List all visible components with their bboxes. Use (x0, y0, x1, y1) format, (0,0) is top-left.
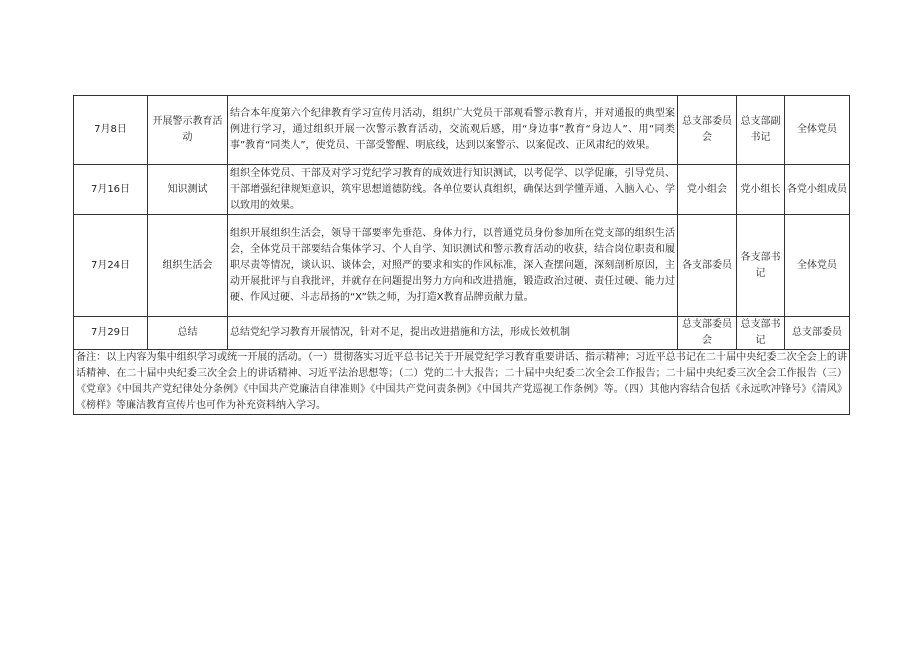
row-date: 7月16日 (74, 165, 148, 215)
row-organizer: 总支部委员会 (678, 96, 737, 165)
row-participants: 全体党员 (785, 215, 850, 317)
row-leader: 各支部书记 (737, 215, 785, 317)
row-description: 结合本年度第六个纪律教育学习宣传月活动，组织广大党员干部观看警示教育片，并对通报的典型案例进行学习，通过组织开展一次警示教育活动，交流观后感，用“身边事”教育“身边人”、用“同类事”教育“同类人”，使党员、干部受警醒、明底线，达到以案警示、以案促改、正风肃纪的效果。 (228, 96, 678, 165)
row-description: 组织开展组织生活会，领导干部要率先垂范、身体力行，以普通党员身份参加所在党支部的组织生活会，全体党员干部要结合集体学习、个人自学、知识测试和警示教育活动的收获，结合岗位职责和履职尽责等情况，谈认识、谈体会，对照严的要求和实的作风标准，深入查摆问题，深刻剖析原因，主动开展批评与自我批评，并就存在问题提出努力方向和改进措施，锻造政治过硬、责任过硬、能力过硬、作风过硬、斗志昂扬的“X”铁之师，为打造X教育品牌贡献力量。 (228, 215, 678, 317)
row-leader: 总支部书记 (737, 317, 785, 350)
row-description: 组织全体党员、干部及对学习党纪学习教育的成效进行知识测试，以考促学、以学促廉，引导党员、干部增强纪律规矩意识，筑牢思想道德防线。各单位要认真组织，确保达到学懂弄通、入脑入心、学以致用的效果。 (228, 165, 678, 215)
row-topic: 知识测试 (148, 165, 228, 215)
row-organizer: 总支部委员会 (678, 317, 737, 350)
row-organizer: 党小组会 (678, 165, 737, 215)
table-row (74, 165, 850, 215)
footnote: 备注：以上内容为集中组织学习或统一开展的活动。（一）贯彻落实习近平总书记关于开展党纪学习教育重要讲话、指示精神；习近平总书记在二十届中央纪委二次全会上的讲话精神、在二十届中央纪委三次全会上的讲话精神、习近平法治思想等；（二）党的二十大报告；二十届中央纪委二次全会工作报告；二十届中央纪委三次全会工作报告（三）《党章》《中国共产党纪律处分条例》《中国共产党廉洁自律准则》《中国共产党问责条例》《中国共产党巡视工作条例》等。（四）其他内容结合包括《永远吹冲锋号》《清风》《榜样》等廉洁教育宣传片也可作为补充资料纳入学习。 (74, 350, 850, 415)
row-participants: 总支部委员 (785, 317, 850, 350)
row-date: 7月8日 (74, 96, 148, 165)
row-date: 7月24日 (74, 215, 148, 317)
row-topic: 组织生活会 (148, 215, 228, 317)
row-date: 7月29日 (74, 317, 148, 350)
row-participants: 全体党员 (785, 96, 850, 165)
row-organizer: 各支部委员 (678, 215, 737, 317)
row-leader: 党小组长 (737, 165, 785, 215)
table-row (74, 215, 850, 317)
row-leader: 总支部副书记 (737, 96, 785, 165)
note-row (74, 350, 850, 415)
table-row (74, 317, 850, 350)
table-row (74, 96, 850, 165)
activity-schedule-table (73, 95, 850, 415)
row-topic: 开展警示教育活动 (148, 96, 228, 165)
row-topic: 总结 (148, 317, 228, 350)
row-description: 总结党纪学习教育开展情况，针对不足，提出改进措施和方法，形成长效机制 (228, 317, 678, 350)
row-participants: 各党小组成员 (785, 165, 850, 215)
